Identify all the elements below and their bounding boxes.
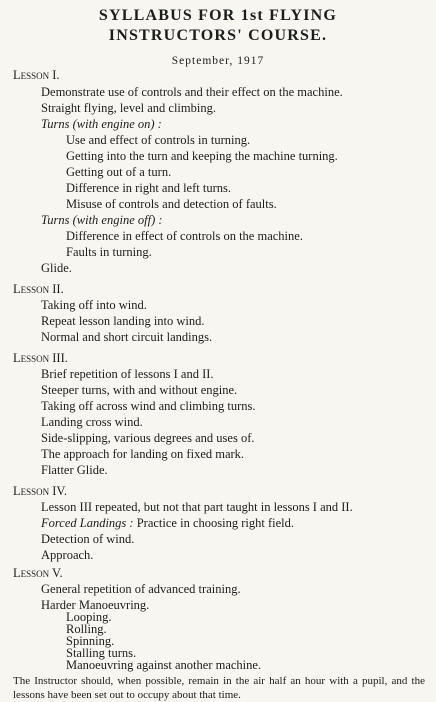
lesson-4-item: Detection of wind. xyxy=(41,532,135,546)
glide-item: Glide. xyxy=(41,261,72,275)
turns-off-item: Faults in turning. xyxy=(66,245,152,259)
lesson-2-item: Normal and short circuit landings. xyxy=(41,330,213,344)
lesson-3-heading: Lesson III. xyxy=(13,351,68,365)
lesson-5-item: Harder Manoeuvring. xyxy=(41,598,150,612)
turns-engine-on-heading: Turns (with engine on) : xyxy=(41,117,162,131)
lesson-4-heading: Lesson IV. xyxy=(13,484,67,498)
turns-on-item: Misuse of controls and detection of faults. xyxy=(66,197,277,211)
manoeuvre-item: Spinning. xyxy=(66,634,115,648)
lesson-2-item: Taking off into wind. xyxy=(41,298,147,312)
turns-on-item: Use and effect of controls in turning. xyxy=(66,133,251,147)
lesson-5-item: General repetition of advanced training. xyxy=(41,582,241,596)
manoeuvre-item: Rolling. xyxy=(66,622,107,636)
lesson-3-item: Taking off across wind and climbing turns. xyxy=(41,399,256,413)
lesson-2-item: Repeat lesson landing into wind. xyxy=(41,314,205,328)
turns-on-item: Getting out of a turn. xyxy=(66,165,172,179)
manoeuvre-item: Looping. xyxy=(66,610,112,624)
closing-paragraph: The Instructor should, when possible, remain in the air half an hour with a pupil, and the lessons have been set out to occupy about that time. xyxy=(13,675,425,701)
manoeuvre-item: Stalling turns. xyxy=(66,646,137,660)
title-line-1: SYLLABUS FOR 1st FLYING xyxy=(98,7,338,24)
lesson-3-item: Landing cross wind. xyxy=(41,415,143,429)
forced-landings-line xyxy=(41,516,294,531)
forced-landings-label: Forced Landings : xyxy=(41,516,134,530)
lesson-3-item: Steeper turns, with and without engine. xyxy=(41,383,238,397)
lesson-3-item: The approach for landing on fixed mark. xyxy=(41,447,245,461)
lesson-1-heading: Lesson I. xyxy=(13,68,60,82)
turns-engine-off-heading: Turns (with engine off) : xyxy=(41,213,163,227)
lesson-1-item: Straight flying, level and climbing. xyxy=(41,101,216,115)
lesson-2-heading: Lesson II. xyxy=(13,282,64,296)
lesson-4-item: Approach. xyxy=(41,548,94,562)
date: September, 1917 xyxy=(171,55,265,67)
turns-on-item: Getting into the turn and keeping the machine turning. xyxy=(66,149,338,163)
lesson-3-item: Brief repetition of lessons I and II. xyxy=(41,367,214,381)
turns-on-item: Difference in right and left turns. xyxy=(66,181,231,195)
turns-off-item: Difference in effect of controls on the machine. xyxy=(66,229,303,243)
lesson-1-item: Demonstrate use of controls and their effect on the machine. xyxy=(41,85,343,99)
manoeuvre-item: Manoeuvring against another machine. xyxy=(66,658,262,672)
title-line-2: INSTRUCTORS' COURSE. xyxy=(108,27,328,44)
lesson-3-item: Flatter Glide. xyxy=(41,463,108,477)
forced-landings-text: Practice in choosing right field. xyxy=(133,516,294,530)
lesson-5-heading: Lesson V. xyxy=(13,566,63,580)
lesson-3-item: Side-slipping, various degrees and uses of. xyxy=(41,431,255,445)
lesson-4-item: Lesson III repeated, but not that part taught in lessons I and II. xyxy=(41,500,353,514)
